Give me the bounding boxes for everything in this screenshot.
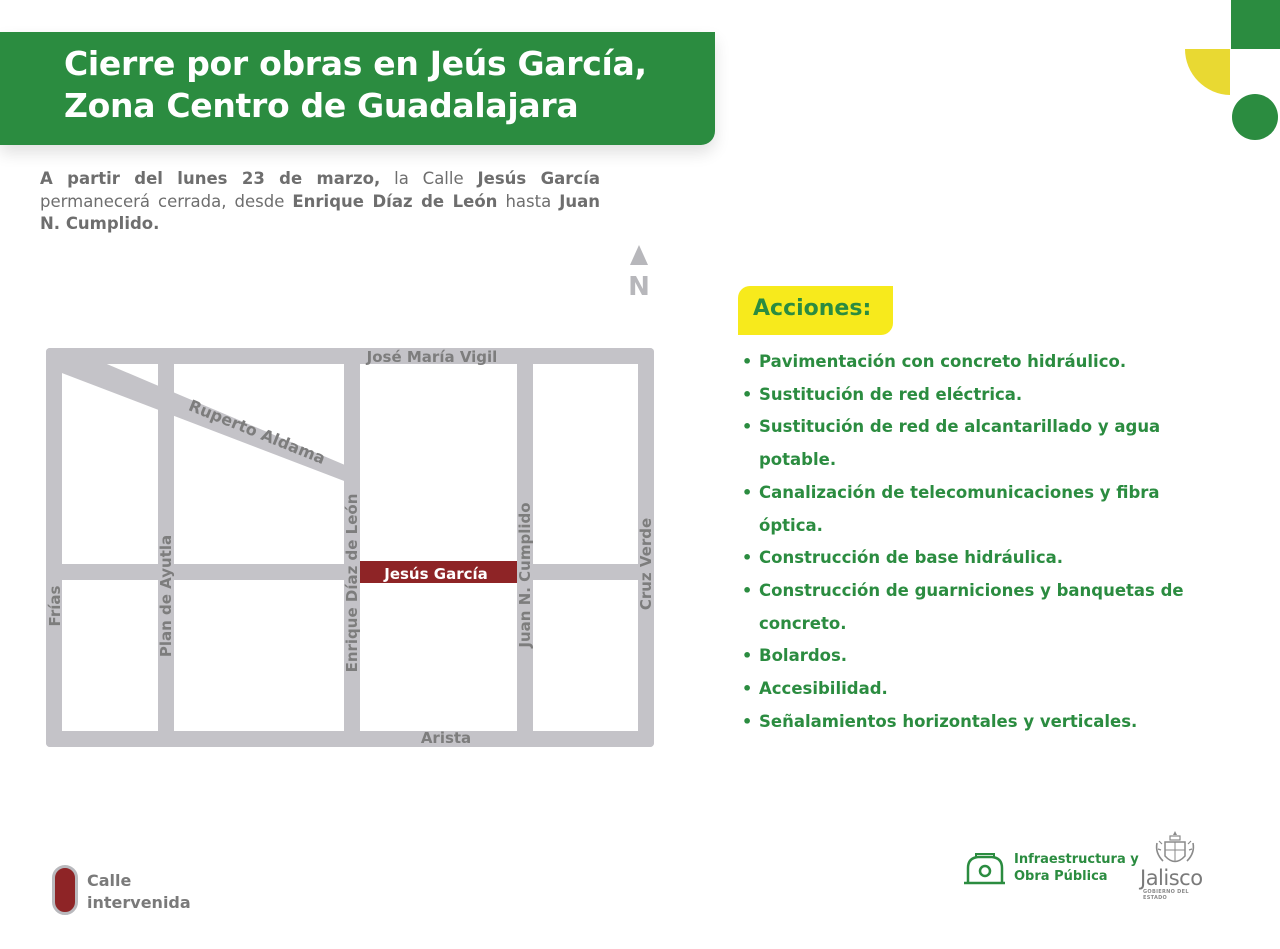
jalisco-wordmark: Jalisco	[1140, 866, 1203, 890]
infraestructura-logo-icon	[962, 852, 1007, 886]
compass-label: N	[628, 272, 650, 302]
intro-to-street: Juan N. Cumplido.	[40, 191, 601, 233]
actions-list	[740, 346, 1210, 738]
action-item: • Canalización de telecomunicaciones y fibra óptica.	[740, 477, 1210, 542]
intro-from-street: Enrique Díaz de León	[292, 191, 498, 211]
intro-street: Jesús García	[477, 169, 600, 188]
title-line-2: Zona Centro de Guadalajara	[64, 86, 579, 125]
action-item: • Construcción de base hidráulica.	[740, 542, 1210, 575]
action-item: • Sustitución de red de alcantarillado y agua potable.	[740, 411, 1210, 476]
title-line-1: Cierre por obras en Jeús García,	[64, 44, 647, 83]
label-plan-de-ayutla: Plan de Ayutla	[157, 534, 175, 658]
action-item: • Pavimentación con concreto hidráulico.	[740, 346, 1210, 379]
corner-yellow-quarter	[1185, 49, 1230, 95]
action-item: • Accesibilidad.	[740, 673, 1210, 706]
label-jesus-garcia-closed: Jesús García	[384, 565, 488, 583]
jalisco-seal-icon	[1153, 829, 1197, 871]
label-jose-maria-vigil: José María Vigil	[366, 348, 498, 366]
label-ruperto-aldama: Ruperto Aldama	[185, 395, 329, 468]
north-arrow-icon	[630, 245, 648, 265]
label-cruz-verde: Cruz Verde	[637, 517, 655, 611]
legend-label: Calle intervenida	[87, 871, 191, 912]
acciones-heading: Acciones:	[753, 296, 872, 321]
intro-text-2: permanecerá cerrada, desde	[40, 191, 285, 211]
jalisco-subtitle: GOBIERNO DEL ESTADO	[1143, 889, 1189, 901]
compass	[628, 245, 650, 302]
label-juan-n-cumplido: Juan N. Cumplido	[516, 502, 534, 648]
legend-closed-street-swatch	[52, 865, 78, 915]
intro-text-3: hasta	[505, 191, 552, 211]
street-frias	[46, 348, 62, 747]
corner-green-square	[1231, 0, 1280, 49]
intro-text-1: la Calle	[394, 169, 464, 188]
label-frias: Frías	[46, 585, 64, 627]
infraestructura-label: Infraestructura y Obra Pública	[1014, 852, 1139, 884]
action-item: • Bolardos.	[740, 640, 1210, 673]
action-item: • Sustitución de red eléctrica.	[740, 379, 1210, 412]
label-arista: Arista	[420, 729, 472, 747]
action-item: • Construcción de guarniciones y banquetas de concreto.	[740, 575, 1210, 640]
label-enrique-diaz-de-leon: Enrique Díaz de León	[343, 493, 361, 673]
action-item: • Señalamientos horizontales y verticales.	[740, 706, 1210, 739]
corner-green-circle	[1232, 94, 1278, 140]
intro-date: A partir del lunes 23 de marzo,	[40, 169, 381, 188]
